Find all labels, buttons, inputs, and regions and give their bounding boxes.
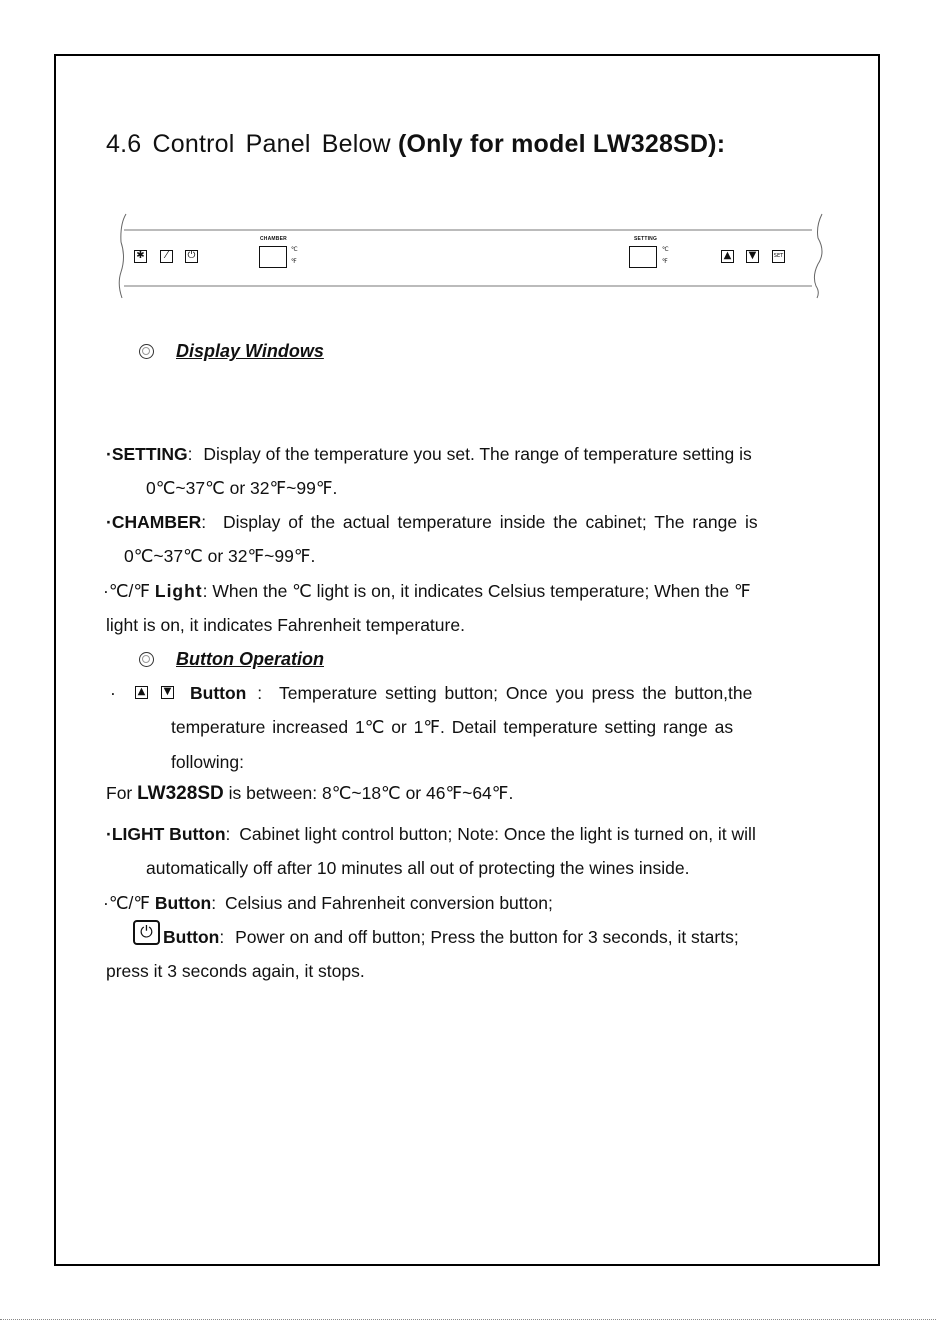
setting-unit-c: ℃	[662, 247, 669, 253]
display-windows-title: Display Windows	[176, 341, 324, 361]
light-term: Light	[154, 581, 203, 601]
chamber-unit-c: ℃	[291, 247, 298, 253]
setting-term: ·SETTING	[106, 444, 188, 464]
light-button-term: ·LIGHT Button	[106, 824, 226, 844]
chamber-label: CHAMBER	[260, 236, 287, 242]
setting-line-1: ·SETTING: Display of the temperature you set. The range of temperature setting is	[106, 444, 752, 464]
arrow-up-icon[interactable]: ▲	[721, 250, 734, 263]
power-button-line-1: Button: Power on and off button; Press the button for 3 seconds, it starts;	[163, 927, 739, 947]
chamber-unit-f: ℉	[291, 259, 297, 265]
arrow-line-1: Button : Temperature setting button; Once you press the button,the	[190, 683, 753, 703]
bullet-circle-icon	[139, 652, 154, 667]
chamber-line-1: ·CHAMBER: Display of the actual temperature inside the cabinet; The range is	[106, 512, 758, 532]
setting-display	[629, 246, 657, 268]
chamber-display	[259, 246, 287, 268]
cf-button-term: Button	[154, 893, 212, 913]
arrow-down-icon: ▼	[161, 686, 174, 699]
bullet-circle-icon	[139, 344, 154, 359]
power-button-term: Button	[163, 927, 220, 947]
arrow-button-term: Button	[190, 683, 247, 703]
model-name: LW328SD	[137, 783, 224, 804]
celsius-fahrenheit-icon[interactable]: ⁄	[160, 250, 173, 263]
arrow-down-icon[interactable]: ▼	[746, 250, 759, 263]
model-range-line: For LW328SD is between: 8℃~18℃ or 46℉~64℉.	[106, 783, 514, 804]
arrow-line-3: following:	[171, 752, 244, 772]
setting-unit-f: ℉	[662, 259, 668, 265]
arrow-line-2: temperature increased 1℃ or 1℉. Detail temperature setting range as	[171, 717, 734, 737]
power-icon: ⏻	[133, 920, 160, 945]
chamber-term: ·CHAMBER	[106, 512, 202, 532]
heading-suffix: (Only for model LW328SD):	[397, 130, 726, 158]
section-heading	[106, 130, 725, 159]
light-button-line-2: automatically off after 10 minutes all out of protecting the wines inside.	[146, 858, 690, 878]
chamber-line-2: 0℃~37℃ or 32℉~99℉.	[124, 546, 316, 566]
set-icon[interactable]: SET	[772, 250, 785, 263]
arrow-bullet: ·	[110, 683, 116, 703]
light-line-2: light is on, it indicates Fahrenheit temperature.	[106, 615, 465, 635]
light-line-1: ·℃/℉ Light: When the ℃ light is on, it indicates Celsius temperature; When the ℉	[103, 581, 751, 601]
heading-prefix: 4.6 Control Panel Below	[106, 130, 391, 158]
setting-label: SETTING	[634, 236, 658, 242]
bottom-dotted-line	[0, 1319, 936, 1320]
power-button-line-2: press it 3 seconds again, it stops.	[106, 961, 365, 981]
light-icon[interactable]: ✱	[134, 250, 147, 263]
power-icon[interactable]: ⏻	[185, 250, 198, 263]
cf-button-line: ·℃/℉ Button: Celsius and Fahrenheit conversion button;	[103, 893, 553, 913]
light-button-line-1: ·LIGHT Button: Cabinet light control button; Note: Once the light is turned on, it will	[106, 824, 756, 844]
arrow-up-icon: ▲	[135, 686, 148, 699]
button-operation-title: Button Operation	[176, 649, 324, 669]
setting-line-2: 0℃~37℃ or 32℉~99℉.	[146, 478, 338, 498]
